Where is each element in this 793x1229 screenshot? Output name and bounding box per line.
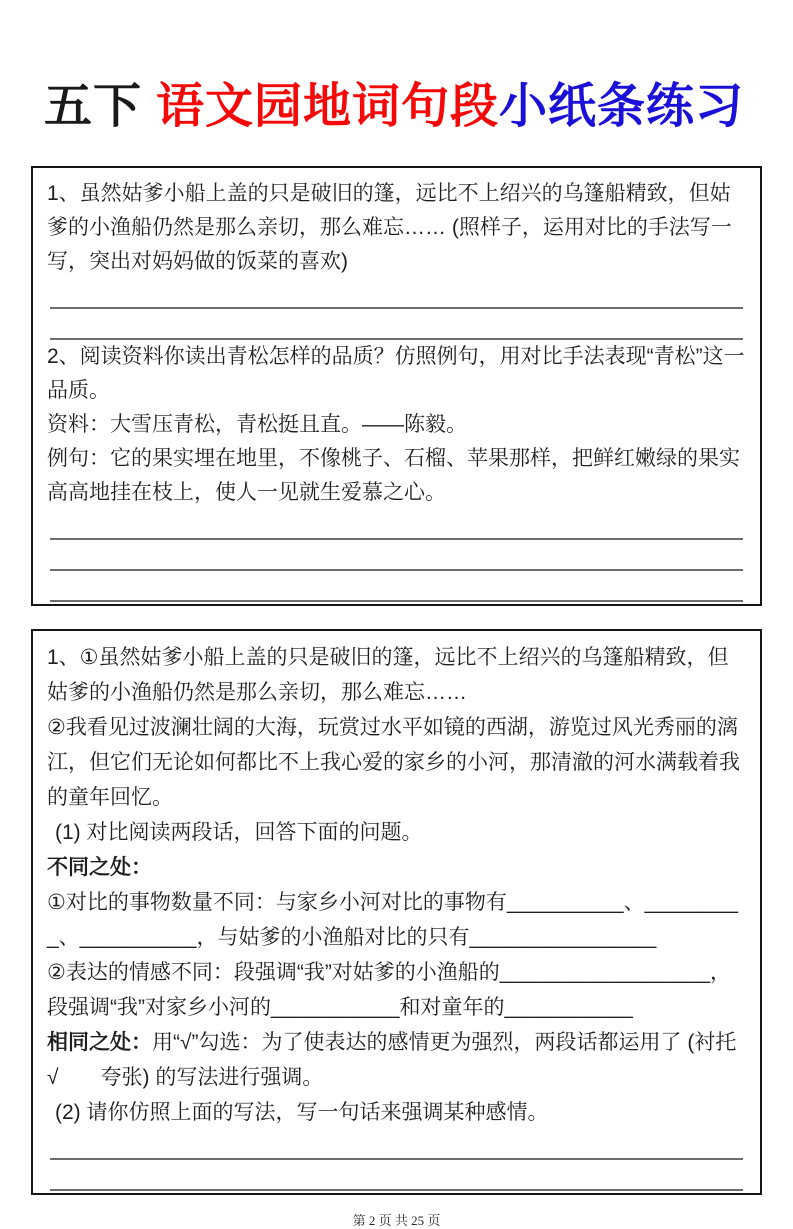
title-main: 语文园地词句段 xyxy=(156,80,500,134)
worksheet-page xyxy=(0,32,793,1229)
passage-1-text: 1、①虽然姑爹小船上盖的只是破旧的篷，远比不上绍兴的乌篷船精致，但姑爹的小渔船仍然是那么亲切，那么难忘…… xyxy=(47,646,729,705)
question-2-example-text: 例句：它的果实埋在地里，不像桃子、石榴、苹果那样，把鲜红嫩绿的果实高高地挂在枝上，使人一见就生爱慕之心。 xyxy=(47,447,740,505)
title-grade: 五下 xyxy=(44,80,143,134)
answer-line xyxy=(50,1130,743,1160)
question-2-text: 2、阅读资料你读出青松怎样的品质？仿照例句，用对比手法表现“青松”这一品质。 xyxy=(47,345,745,403)
passage-2-text: ②我看见过波澜壮阔的大海，玩赏过水平如镜的西湖，游览过风光秀丽的漓江，但它们无论如何都比不上我心爱的家乡的小河，那清澈的河水满载着我的童年回忆。 xyxy=(47,716,740,810)
page-footer: 第 2 页 共 25 页 xyxy=(352,1213,441,1229)
answer-line xyxy=(50,309,743,340)
page-title xyxy=(0,32,793,134)
answer-line xyxy=(50,510,743,540)
question-1-text: 1、虽然姑爹小船上盖的只是破旧的篷，远比不上绍兴的乌篷船精致，但姑爹的小渔船仍然是那么亲切，那么难忘…… (照样子，运用对比的手法写一写，突出对妈妈做的饭菜的喜欢) xyxy=(47,182,732,274)
similarities-paragraph xyxy=(47,1025,746,1095)
sub-question-1-text: (1) 对比阅读两段话，回答下面的问题。 xyxy=(55,821,423,845)
answer-line xyxy=(50,1160,743,1191)
similarities-label: 相同之处： xyxy=(47,1031,152,1055)
difference-1-text: ①对比的事物数量不同：与家乡小河对比的事物有__________、_________、__________，与姑爹的小渔船对比的只有________________ xyxy=(47,891,739,950)
sub-question-2-text: (2) 请你仿照上面的写法，写一句话来强调某种感情。 xyxy=(55,1101,549,1125)
exercise-box-2 xyxy=(31,629,762,1195)
difference-2-text: ②表达的情感不同：段强调“我”对姑爹的小渔船的__________________，段强调“我”对家乡小河的___________和对童年的___________ xyxy=(47,961,732,1020)
similarities-text: 用“√”勾选：为了使表达的感情更为强烈，两段话都运用了 (衬托√ 夸张) 的写法进行强调。 xyxy=(47,1031,737,1090)
question-2-material-text: 资料：大雪压青松，青松挺且直。——陈毅。 xyxy=(47,413,467,437)
answer-line xyxy=(50,279,743,309)
answer-line xyxy=(50,540,743,571)
title-suffix: 小纸条练习 xyxy=(499,80,745,134)
answer-line xyxy=(50,571,743,602)
differences-label: 不同之处： xyxy=(47,856,152,880)
exercise-box-1 xyxy=(31,166,762,606)
